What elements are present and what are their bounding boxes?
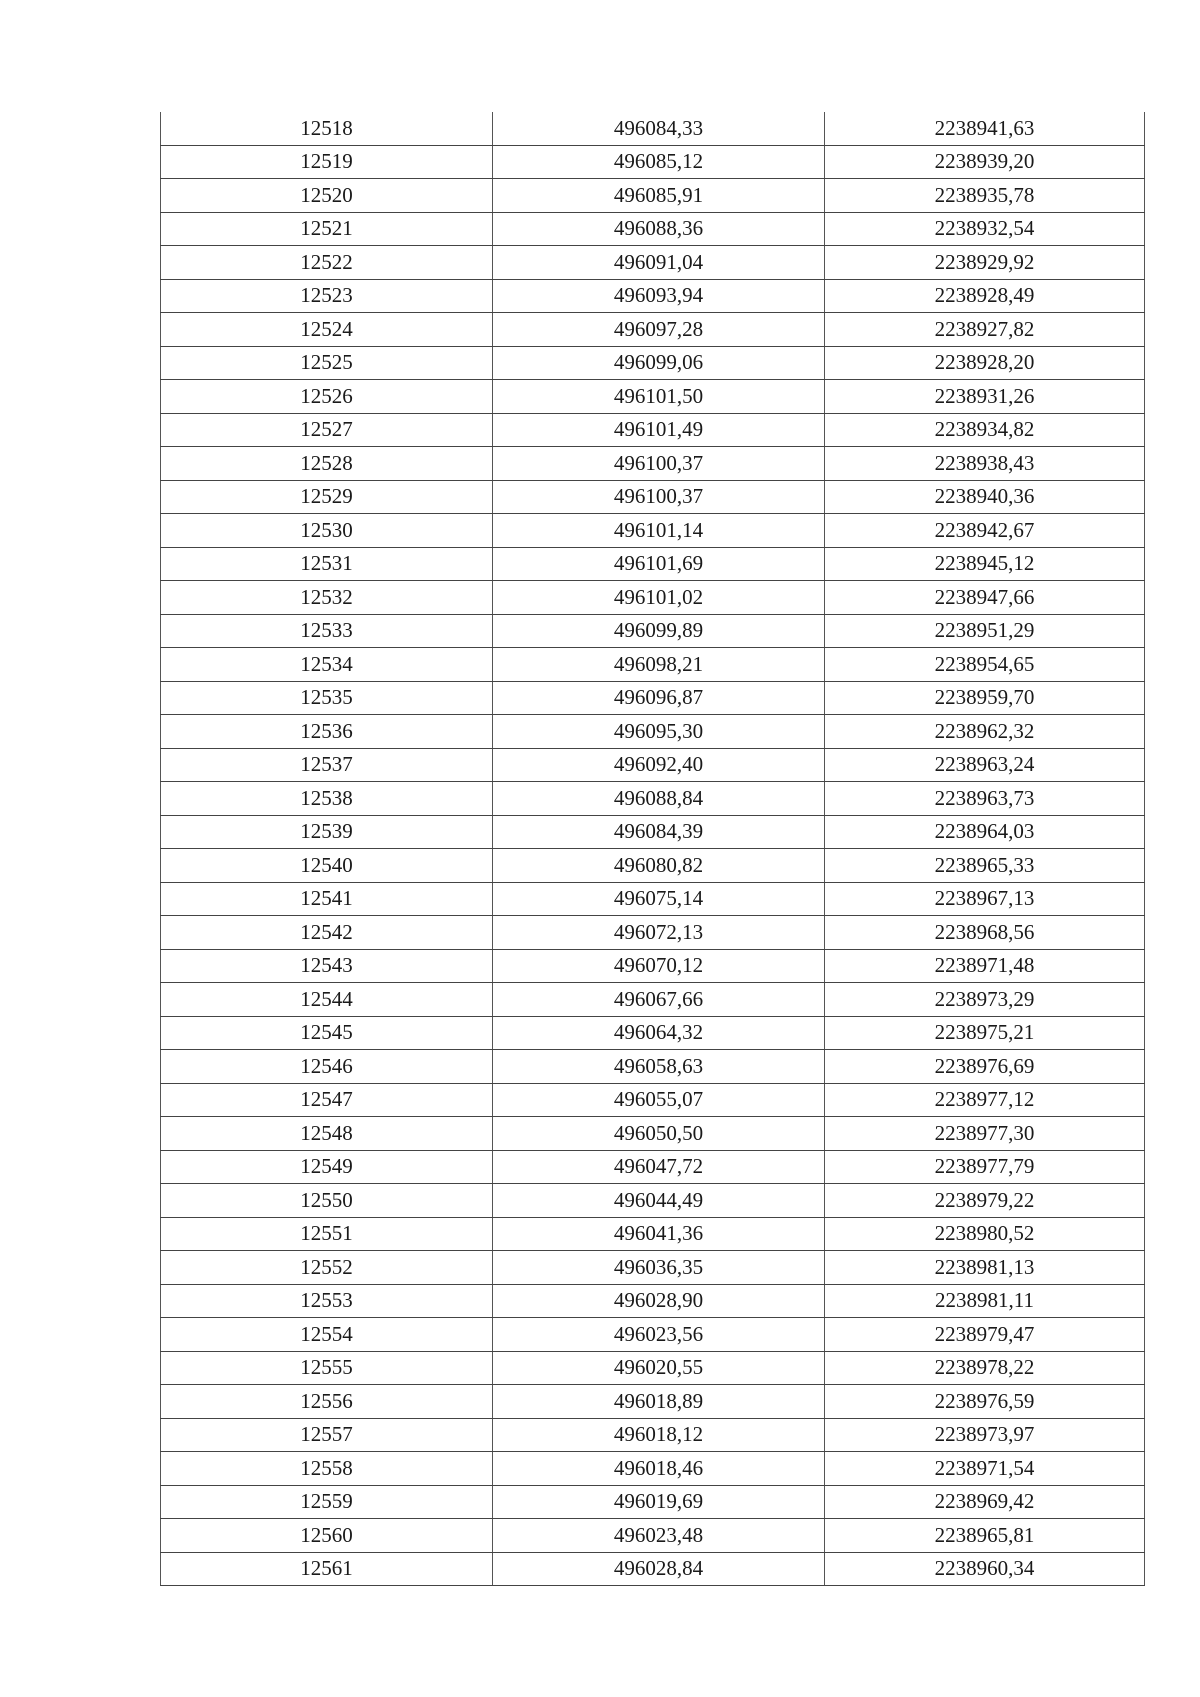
table-row <box>161 480 1145 514</box>
x-coordinate-cell: 496100,37 <box>493 480 825 514</box>
y-coordinate-cell: 2238967,13 <box>825 882 1145 916</box>
table-row <box>161 1050 1145 1084</box>
y-coordinate-cell: 2238945,12 <box>825 547 1145 581</box>
y-coordinate-cell: 2238971,48 <box>825 949 1145 983</box>
x-coordinate-cell: 496018,89 <box>493 1385 825 1419</box>
x-coordinate-cell: 496028,84 <box>493 1552 825 1586</box>
x-coordinate-cell: 496099,06 <box>493 346 825 380</box>
y-coordinate-cell: 2238977,79 <box>825 1150 1145 1184</box>
table-row <box>161 1217 1145 1251</box>
x-coordinate-cell: 496095,30 <box>493 715 825 749</box>
x-coordinate-cell: 496044,49 <box>493 1184 825 1218</box>
y-coordinate-cell: 2238981,11 <box>825 1284 1145 1318</box>
y-coordinate-cell: 2238934,82 <box>825 413 1145 447</box>
y-coordinate-cell: 2238928,49 <box>825 279 1145 313</box>
table-row <box>161 447 1145 481</box>
table-row <box>161 413 1145 447</box>
y-coordinate-cell: 2238973,29 <box>825 983 1145 1017</box>
point-number-cell: 12531 <box>161 547 493 581</box>
table-row <box>161 882 1145 916</box>
point-number-cell: 12523 <box>161 279 493 313</box>
x-coordinate-cell: 496098,21 <box>493 648 825 682</box>
x-coordinate-cell: 496101,02 <box>493 581 825 615</box>
table-row <box>161 1318 1145 1352</box>
y-coordinate-cell: 2238977,12 <box>825 1083 1145 1117</box>
table-row <box>161 346 1145 380</box>
table-row <box>161 1083 1145 1117</box>
point-number-cell: 12543 <box>161 949 493 983</box>
table-row <box>161 1552 1145 1586</box>
point-number-cell: 12532 <box>161 581 493 615</box>
table-row <box>161 1251 1145 1285</box>
y-coordinate-cell: 2238973,97 <box>825 1418 1145 1452</box>
table-row <box>161 179 1145 213</box>
point-number-cell: 12542 <box>161 916 493 950</box>
point-number-cell: 12526 <box>161 380 493 414</box>
table-row <box>161 1418 1145 1452</box>
coordinates-table <box>160 112 1145 1586</box>
table-row <box>161 380 1145 414</box>
y-coordinate-cell: 2238940,36 <box>825 480 1145 514</box>
table-row <box>161 313 1145 347</box>
table-row <box>161 1385 1145 1419</box>
y-coordinate-cell: 2238954,65 <box>825 648 1145 682</box>
table-row <box>161 279 1145 313</box>
point-number-cell: 12522 <box>161 246 493 280</box>
y-coordinate-cell: 2238965,81 <box>825 1519 1145 1553</box>
table-row <box>161 782 1145 816</box>
y-coordinate-cell: 2238976,59 <box>825 1385 1145 1419</box>
y-coordinate-cell: 2238935,78 <box>825 179 1145 213</box>
x-coordinate-cell: 496070,12 <box>493 949 825 983</box>
table-row <box>161 547 1145 581</box>
y-coordinate-cell: 2238975,21 <box>825 1016 1145 1050</box>
point-number-cell: 12546 <box>161 1050 493 1084</box>
y-coordinate-cell: 2238951,29 <box>825 614 1145 648</box>
table-row <box>161 1519 1145 1553</box>
y-coordinate-cell: 2238978,22 <box>825 1351 1145 1385</box>
point-number-cell: 12535 <box>161 681 493 715</box>
point-number-cell: 12519 <box>161 145 493 179</box>
x-coordinate-cell: 496085,12 <box>493 145 825 179</box>
table-row <box>161 1485 1145 1519</box>
y-coordinate-cell: 2238959,70 <box>825 681 1145 715</box>
table-row <box>161 514 1145 548</box>
table-row <box>161 748 1145 782</box>
y-coordinate-cell: 2238968,56 <box>825 916 1145 950</box>
x-coordinate-cell: 496072,13 <box>493 916 825 950</box>
point-number-cell: 12553 <box>161 1284 493 1318</box>
point-number-cell: 12556 <box>161 1385 493 1419</box>
x-coordinate-cell: 496020,55 <box>493 1351 825 1385</box>
x-coordinate-cell: 496100,37 <box>493 447 825 481</box>
x-coordinate-cell: 496023,48 <box>493 1519 825 1553</box>
table-row <box>161 1016 1145 1050</box>
table-row <box>161 849 1145 883</box>
x-coordinate-cell: 496028,90 <box>493 1284 825 1318</box>
table-row <box>161 949 1145 983</box>
y-coordinate-cell: 2238965,33 <box>825 849 1145 883</box>
point-number-cell: 12533 <box>161 614 493 648</box>
y-coordinate-cell: 2238938,43 <box>825 447 1145 481</box>
table-row <box>161 614 1145 648</box>
table-row <box>161 983 1145 1017</box>
point-number-cell: 12534 <box>161 648 493 682</box>
table-row <box>161 1150 1145 1184</box>
y-coordinate-cell: 2238960,34 <box>825 1552 1145 1586</box>
point-number-cell: 12550 <box>161 1184 493 1218</box>
x-coordinate-cell: 496101,14 <box>493 514 825 548</box>
y-coordinate-cell: 2238939,20 <box>825 145 1145 179</box>
y-coordinate-cell: 2238927,82 <box>825 313 1145 347</box>
x-coordinate-cell: 496023,56 <box>493 1318 825 1352</box>
y-coordinate-cell: 2238963,24 <box>825 748 1145 782</box>
y-coordinate-cell: 2238947,66 <box>825 581 1145 615</box>
x-coordinate-cell: 496085,91 <box>493 179 825 213</box>
table-row <box>161 145 1145 179</box>
x-coordinate-cell: 496084,33 <box>493 112 825 145</box>
x-coordinate-cell: 496093,94 <box>493 279 825 313</box>
table-row <box>161 681 1145 715</box>
table-row <box>161 581 1145 615</box>
y-coordinate-cell: 2238928,20 <box>825 346 1145 380</box>
point-number-cell: 12530 <box>161 514 493 548</box>
point-number-cell: 12520 <box>161 179 493 213</box>
table-row <box>161 1284 1145 1318</box>
y-coordinate-cell: 2238942,67 <box>825 514 1145 548</box>
y-coordinate-cell: 2238977,30 <box>825 1117 1145 1151</box>
x-coordinate-cell: 496080,82 <box>493 849 825 883</box>
x-coordinate-cell: 496084,39 <box>493 815 825 849</box>
point-number-cell: 12552 <box>161 1251 493 1285</box>
y-coordinate-cell: 2238964,03 <box>825 815 1145 849</box>
table-row <box>161 1117 1145 1151</box>
point-number-cell: 12545 <box>161 1016 493 1050</box>
table-row <box>161 1351 1145 1385</box>
point-number-cell: 12549 <box>161 1150 493 1184</box>
table-row <box>161 1184 1145 1218</box>
table-row <box>161 246 1145 280</box>
x-coordinate-cell: 496041,36 <box>493 1217 825 1251</box>
x-coordinate-cell: 496019,69 <box>493 1485 825 1519</box>
x-coordinate-cell: 496018,12 <box>493 1418 825 1452</box>
point-number-cell: 12547 <box>161 1083 493 1117</box>
table-row <box>161 916 1145 950</box>
point-number-cell: 12521 <box>161 212 493 246</box>
coordinates-table-body <box>161 112 1145 1586</box>
table-row <box>161 815 1145 849</box>
x-coordinate-cell: 496101,69 <box>493 547 825 581</box>
point-number-cell: 12525 <box>161 346 493 380</box>
y-coordinate-cell: 2238941,63 <box>825 112 1145 145</box>
table-row <box>161 112 1145 145</box>
point-number-cell: 12559 <box>161 1485 493 1519</box>
x-coordinate-cell: 496101,50 <box>493 380 825 414</box>
point-number-cell: 12548 <box>161 1117 493 1151</box>
y-coordinate-cell: 2238976,69 <box>825 1050 1145 1084</box>
point-number-cell: 12524 <box>161 313 493 347</box>
point-number-cell: 12557 <box>161 1418 493 1452</box>
point-number-cell: 12555 <box>161 1351 493 1385</box>
x-coordinate-cell: 496058,63 <box>493 1050 825 1084</box>
point-number-cell: 12529 <box>161 480 493 514</box>
table-row <box>161 715 1145 749</box>
x-coordinate-cell: 496091,04 <box>493 246 825 280</box>
point-number-cell: 12518 <box>161 112 493 145</box>
y-coordinate-cell: 2238981,13 <box>825 1251 1145 1285</box>
table-row <box>161 1452 1145 1486</box>
y-coordinate-cell: 2238980,52 <box>825 1217 1145 1251</box>
point-number-cell: 12544 <box>161 983 493 1017</box>
point-number-cell: 12540 <box>161 849 493 883</box>
y-coordinate-cell: 2238979,47 <box>825 1318 1145 1352</box>
x-coordinate-cell: 496018,46 <box>493 1452 825 1486</box>
point-number-cell: 12538 <box>161 782 493 816</box>
y-coordinate-cell: 2238971,54 <box>825 1452 1145 1486</box>
point-number-cell: 12537 <box>161 748 493 782</box>
x-coordinate-cell: 496055,07 <box>493 1083 825 1117</box>
point-number-cell: 12561 <box>161 1552 493 1586</box>
x-coordinate-cell: 496047,72 <box>493 1150 825 1184</box>
y-coordinate-cell: 2238929,92 <box>825 246 1145 280</box>
y-coordinate-cell: 2238963,73 <box>825 782 1145 816</box>
point-number-cell: 12541 <box>161 882 493 916</box>
y-coordinate-cell: 2238932,54 <box>825 212 1145 246</box>
point-number-cell: 12539 <box>161 815 493 849</box>
table-row <box>161 648 1145 682</box>
x-coordinate-cell: 496075,14 <box>493 882 825 916</box>
point-number-cell: 12551 <box>161 1217 493 1251</box>
table-row <box>161 212 1145 246</box>
x-coordinate-cell: 496092,40 <box>493 748 825 782</box>
x-coordinate-cell: 496088,84 <box>493 782 825 816</box>
x-coordinate-cell: 496067,66 <box>493 983 825 1017</box>
x-coordinate-cell: 496064,32 <box>493 1016 825 1050</box>
x-coordinate-cell: 496036,35 <box>493 1251 825 1285</box>
y-coordinate-cell: 2238979,22 <box>825 1184 1145 1218</box>
point-number-cell: 12527 <box>161 413 493 447</box>
point-number-cell: 12536 <box>161 715 493 749</box>
x-coordinate-cell: 496101,49 <box>493 413 825 447</box>
y-coordinate-cell: 2238962,32 <box>825 715 1145 749</box>
y-coordinate-cell: 2238969,42 <box>825 1485 1145 1519</box>
x-coordinate-cell: 496097,28 <box>493 313 825 347</box>
point-number-cell: 12560 <box>161 1519 493 1553</box>
x-coordinate-cell: 496099,89 <box>493 614 825 648</box>
point-number-cell: 12558 <box>161 1452 493 1486</box>
point-number-cell: 12554 <box>161 1318 493 1352</box>
point-number-cell: 12528 <box>161 447 493 481</box>
x-coordinate-cell: 496050,50 <box>493 1117 825 1151</box>
x-coordinate-cell: 496088,36 <box>493 212 825 246</box>
x-coordinate-cell: 496096,87 <box>493 681 825 715</box>
y-coordinate-cell: 2238931,26 <box>825 380 1145 414</box>
